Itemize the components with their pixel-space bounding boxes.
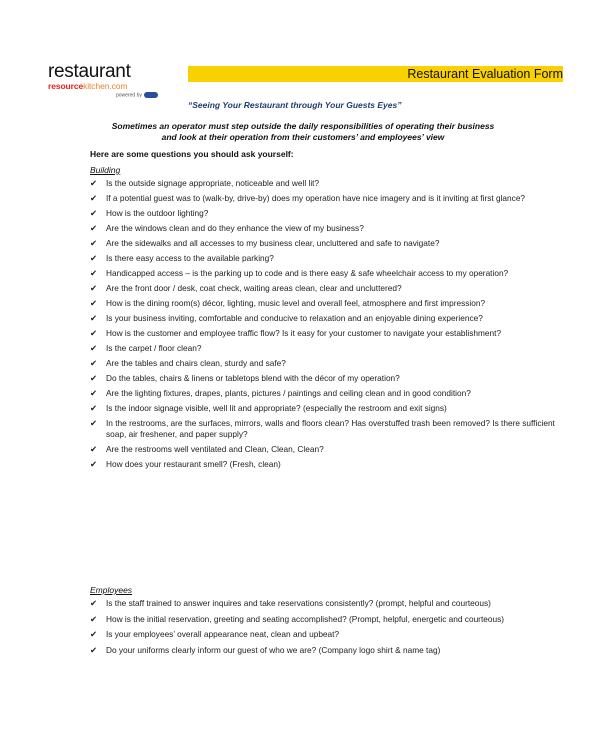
checklist-item — [90, 598, 560, 609]
checklist-item — [90, 403, 560, 414]
checklist-item — [90, 645, 560, 656]
logo-sub-accent: kitchen.com — [83, 81, 128, 91]
logo-subtitle — [48, 81, 188, 91]
logo-powered-text: powered by — [116, 92, 142, 99]
intro-line-2: and look at their operation from their customers’ and employees’ view — [161, 132, 445, 142]
checkmark-icon: ✔ — [90, 253, 98, 263]
checkmark-icon: ✔ — [90, 388, 98, 398]
company-logo — [48, 62, 188, 98]
section-label-building: Building — [90, 165, 121, 175]
checklist-item — [90, 444, 560, 455]
checkmark-icon: ✔ — [90, 403, 98, 413]
checklist-item-text: How is the outdoor lighting? — [106, 208, 209, 218]
checklist-item — [90, 298, 560, 309]
checklist-item-text: Is the outside signage appropriate, noticeable and well lit? — [106, 178, 320, 188]
checklist-item — [90, 418, 560, 439]
title-bar — [188, 66, 563, 82]
checklist-item — [90, 193, 560, 204]
form-subtitle: “Seeing Your Restaurant through Your Guests Eyes” — [188, 100, 402, 110]
checklist-item-text: Is your employees’ overall appearance neat, clean and upbeat? — [106, 629, 340, 639]
checklist-item — [90, 373, 560, 384]
checklist-item — [90, 253, 560, 264]
checkmark-icon: ✔ — [90, 629, 98, 639]
checklist-item-text: Are the tables and chairs clean, sturdy and safe? — [106, 358, 286, 368]
logo-powered-by — [116, 92, 188, 98]
checklist-item-text: Is there easy access to the available parking? — [106, 253, 274, 263]
checklist-item-text: Are the front door / desk, coat check, waiting areas clean, clear and uncluttered? — [106, 283, 402, 293]
checklist-item — [90, 283, 560, 294]
checklist-item — [90, 268, 560, 279]
checklist-item-text: Is the staff trained to answer inquires and take reservations consistently? (prompt, helpful and courteous) — [106, 598, 491, 608]
checkmark-icon: ✔ — [90, 418, 98, 428]
checkmark-icon: ✔ — [90, 298, 98, 308]
checkmark-icon: ✔ — [90, 598, 98, 608]
checklist-item — [90, 328, 560, 339]
checklist-item-text: How does your restaurant smell? (Fresh, clean) — [106, 458, 281, 469]
checkmark-icon: ✔ — [90, 644, 98, 655]
employees-checklist — [90, 598, 560, 655]
checklist-item — [90, 208, 560, 219]
checklist-item-text: Are the sidewalks and all accesses to my business clear, uncluttered and safe to navigate? — [106, 238, 440, 248]
building-checklist — [90, 178, 560, 469]
checkmark-icon: ✔ — [90, 458, 98, 469]
checklist-item-text: Handicapped access – is the parking up to code and is there easy & safe wheelchair access to my operation? — [106, 268, 509, 278]
questions-heading: Here are some questions you should ask yourself: — [90, 149, 294, 159]
checkmark-icon: ✔ — [90, 358, 98, 368]
logo-wordmark: restaurant — [48, 61, 131, 82]
checklist-item — [90, 343, 560, 354]
partner-logo-icon — [144, 92, 158, 98]
checkmark-icon: ✔ — [90, 223, 98, 233]
checklist-item-text: If a potential guest was to (walk-by, drive-by) does my operation have nice imagery and is it inviting at first glance? — [106, 193, 526, 203]
checklist-item-text: Is the indoor signage visible, well lit and appropriate? (especially the restroom and exit signs) — [106, 403, 447, 413]
checklist-item-text: Are the lighting fixtures, drapes, plants, pictures / paintings and ceiling clean and in good condition? — [106, 388, 471, 398]
checklist-item — [90, 388, 560, 399]
checklist-item — [90, 238, 560, 249]
intro-line-1: Sometimes an operator must step outside the daily responsibilities of operating their business — [111, 121, 495, 131]
checkmark-icon: ✔ — [90, 313, 98, 323]
checklist-item-text: How is the initial reservation, greeting and seating accomplished? (Prompt, helpful, energetic and courteous) — [106, 613, 505, 624]
checkmark-icon: ✔ — [90, 268, 98, 278]
checkmark-icon: ✔ — [90, 343, 98, 353]
form-title: Restaurant Evaluation Form — [407, 67, 563, 81]
checkmark-icon: ✔ — [90, 328, 98, 338]
checklist-item — [90, 178, 560, 189]
checklist-item-text: Do the tables, chairs & linens or tabletops blend with the décor of my operation? — [106, 373, 400, 383]
checklist-item — [90, 614, 560, 625]
logo-sub-main: resource — [48, 81, 84, 91]
checklist-item — [90, 459, 560, 470]
checkmark-icon: ✔ — [90, 443, 98, 454]
checklist-item — [90, 358, 560, 369]
section-label-employees: Employees — [90, 585, 133, 595]
intro-text — [88, 121, 518, 143]
checkmark-icon: ✔ — [90, 613, 98, 624]
checklist-item-text: Is your business inviting, comfortable and conducive to relaxation and an enjoyable dining experience? — [106, 313, 483, 323]
checkmark-icon: ✔ — [90, 283, 98, 293]
checklist-item-text: How is the customer and employee traffic flow? Is it easy for your customer to navigate your establishment? — [106, 328, 502, 338]
checkmark-icon: ✔ — [90, 208, 98, 218]
checklist-item-text: Is the carpet / floor clean? — [106, 343, 202, 353]
checkmark-icon: ✔ — [90, 178, 98, 188]
checklist-item-text: Do your uniforms clearly inform our guest of who we are? (Company logo shirt & name tag) — [106, 644, 441, 655]
checklist-item — [90, 223, 560, 234]
checklist-item-text: How is the dining room(s) décor, lighting, music level and overall feel, atmosphere and first impression? — [106, 298, 486, 308]
checkmark-icon: ✔ — [90, 193, 98, 203]
checkmark-icon: ✔ — [90, 238, 98, 248]
checklist-item-text: In the restrooms, are the surfaces, mirrors, walls and floors clean? Has overstuffed trash been removed? Is there sufficient soap, air freshener, and paper supply? — [106, 418, 555, 439]
checkmark-icon: ✔ — [90, 373, 98, 383]
checklist-item-text: Are the restrooms well ventilated and Clean, Clean, Clean? — [106, 443, 324, 454]
checklist-item-text: Are the windows clean and do they enhance the view of my business? — [106, 223, 364, 233]
checklist-item — [90, 313, 560, 324]
checklist-item — [90, 629, 560, 640]
